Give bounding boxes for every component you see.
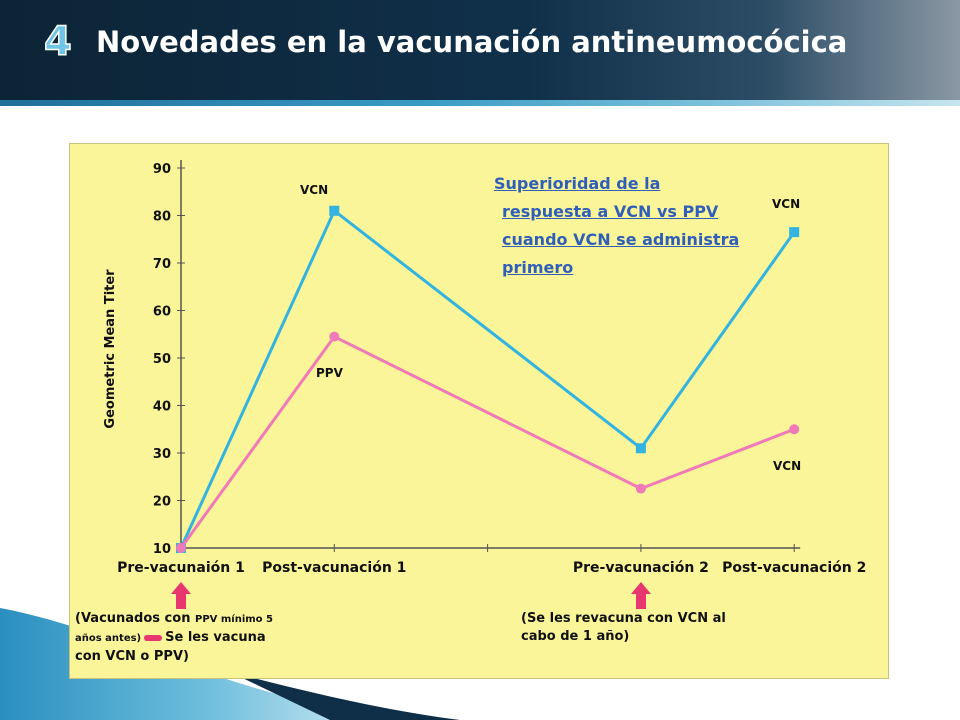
note-right-line-1: (Se les revacuna con VCN al [521,611,726,626]
category-label-3: Post-vacunación 2 [722,560,867,576]
callout-line-1: Superioridad de la [494,174,661,193]
chart-panel [69,143,889,679]
note-left-line-2: años antes) Se les vacuna [75,630,266,645]
category-label-1: Post-vacunación 1 [262,560,407,576]
callout-text [494,170,739,282]
annotation-vcn-post1: VCN [300,183,329,197]
y-tick-label-20: 20 [152,494,171,510]
up-arrow-left [171,582,191,609]
annotation-vcn-post2-bottom: VCN [773,459,802,473]
callout-line-2: respuesta a VCN vs PPV [502,202,719,221]
right-arrow-icon [144,635,162,641]
series-line-ppv [181,337,794,548]
header-stripe [0,100,960,106]
line-chart [70,144,890,680]
annotation-vcn-post2-top: VCN [772,197,801,211]
note-left [75,610,273,666]
point-vcn-1 [329,206,339,216]
y-tick-label-40: 40 [152,399,171,415]
y-axis-label: Geometric Mean Titer [103,269,118,429]
y-tick-label-50: 50 [152,352,171,367]
slide-title: Novedades en la vacunación antineumocócica [96,25,848,59]
category-labels [117,560,866,576]
note-left-line-1: (Vacunados con PPV mínimo 5 [75,611,273,626]
note-left-line-3: con VCN o PPV) [75,649,189,664]
point-vcn-3 [789,227,799,237]
slide-number: 4 [44,19,72,65]
point-ppv-1 [329,332,339,342]
y-tick-label-70: 70 [152,257,171,272]
annotation-ppv-post1: PPV [316,366,343,380]
category-label-2: Pre-vacunación 2 [572,560,709,576]
note-right [521,610,726,646]
point-ppv-3 [789,424,799,434]
callout-line-3: cuando VCN se administra [502,230,740,249]
point-ppv-2 [636,484,646,494]
y-tick-label-60: 60 [152,304,171,320]
y-tick-label-10: 10 [152,542,171,557]
point-vcn-2 [636,443,646,453]
y-tick-label-80: 80 [152,209,171,225]
up-arrow-right [631,582,651,609]
callout-line-4: primero [502,258,574,277]
y-tick-label-90: 90 [152,162,171,177]
note-right-line-2: cabo de 1 año) [521,629,630,644]
y-tick-label-30: 30 [152,447,171,462]
point-ppv-0 [176,543,186,553]
category-label-0: Pre-vacunaión 1 [117,560,245,576]
